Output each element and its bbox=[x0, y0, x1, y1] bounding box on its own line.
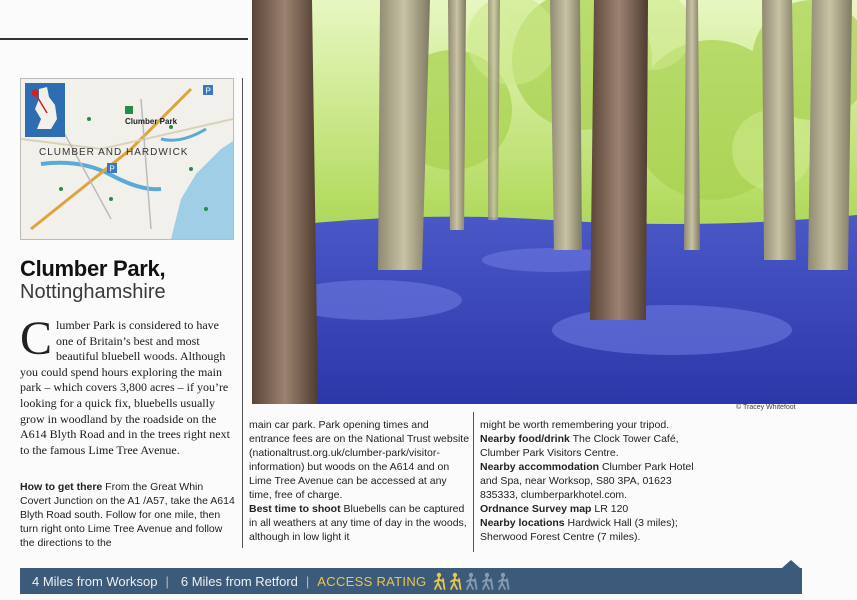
distance-retford: 6 Miles from Retford bbox=[180, 573, 298, 589]
section-text: The Clock Tower Café, Clumber Park Visitors Centre. bbox=[480, 433, 679, 459]
section-text: Clumber Park Hotel and Spa, near Worksop, S80 3PA, 01623 835333, clumberparkhotel.com. bbox=[480, 461, 694, 501]
access-rating-label: ACCESS RATING bbox=[317, 573, 427, 589]
location-map bbox=[20, 78, 234, 240]
distance-worksop: 4 Miles from Worksop bbox=[32, 573, 158, 589]
map-place-label: Clumber Park bbox=[125, 117, 178, 126]
walker-icon bbox=[432, 572, 446, 590]
bluebell-woods-photo bbox=[252, 0, 857, 404]
walker-icon bbox=[448, 572, 462, 590]
section-label: How to get there bbox=[20, 481, 103, 493]
article-subtitle: Nottinghamshire bbox=[20, 281, 166, 303]
section-label: Best time to shoot bbox=[249, 503, 341, 515]
section-text: Hardwick Hall (3 miles); Sherwood Forest Centre (7 miles). bbox=[480, 517, 678, 543]
access-rating-icons bbox=[432, 572, 510, 590]
section-label: Ordnance Survey map bbox=[480, 503, 592, 515]
separator: | bbox=[305, 573, 310, 589]
walker-icon bbox=[496, 572, 510, 590]
footer-notch bbox=[782, 560, 800, 568]
column-divider bbox=[473, 412, 474, 552]
body-text: main car park. Park opening times and entrance fees are on the National Trust website (nationaltrust.org.uk/clumber-park/visitor-information) but woods on the A614 and on Lime Tree Avenue can be accessed at any time, free of charge. bbox=[249, 419, 470, 501]
article-title: Clumber Park, bbox=[20, 256, 166, 281]
separator: | bbox=[165, 573, 169, 589]
walker-icon bbox=[480, 572, 494, 590]
intro-text: lumber Park is considered to have one of Britain’s best and most beautiful bluebell woods. Although you could spend hours exploring the main park – which covers 3,800 acres – if you’re looking for a quick fix, bluebells usually grow in woodland by the roadside on the A614 Blyth Road and in the trees right next to the famous Lime Tree Avenue. bbox=[20, 318, 230, 457]
parking-icon bbox=[107, 163, 117, 174]
drop-cap: C bbox=[20, 312, 53, 365]
intro-paragraph bbox=[20, 312, 236, 458]
section-text: LR 120 bbox=[591, 503, 629, 515]
info-column-2 bbox=[249, 418, 471, 544]
svg-text:P: P bbox=[109, 164, 115, 174]
section-label: Nearby locations bbox=[480, 517, 565, 529]
section-label: Nearby accommodation bbox=[480, 461, 600, 473]
map-village-label: CLUMBER AND HARDWICK bbox=[39, 147, 189, 158]
walker-icon bbox=[464, 572, 478, 590]
footer-bar bbox=[20, 568, 802, 594]
svg-text:P: P bbox=[205, 86, 211, 96]
parking-icon bbox=[203, 85, 213, 96]
info-column-3 bbox=[480, 418, 700, 544]
how-to-get-there bbox=[20, 480, 236, 550]
section-label: Nearby food/drink bbox=[480, 433, 570, 445]
section-text: Bluebells can be captured in all weathers at any time of day in the woods, although in low light it bbox=[249, 503, 467, 543]
photo-credit: © Tracey Whitefoot bbox=[736, 404, 796, 411]
body-text: might be worth remembering your tripod. bbox=[480, 419, 670, 431]
section-text: From the Great Whin Covert Junction on the A1 /A57, take the A614 Blyth Road south. Follow for one mile, then turn right onto Lime Tree Avenue and follow the directions to the bbox=[20, 481, 235, 549]
top-rule bbox=[0, 38, 248, 40]
column-divider bbox=[242, 78, 243, 548]
